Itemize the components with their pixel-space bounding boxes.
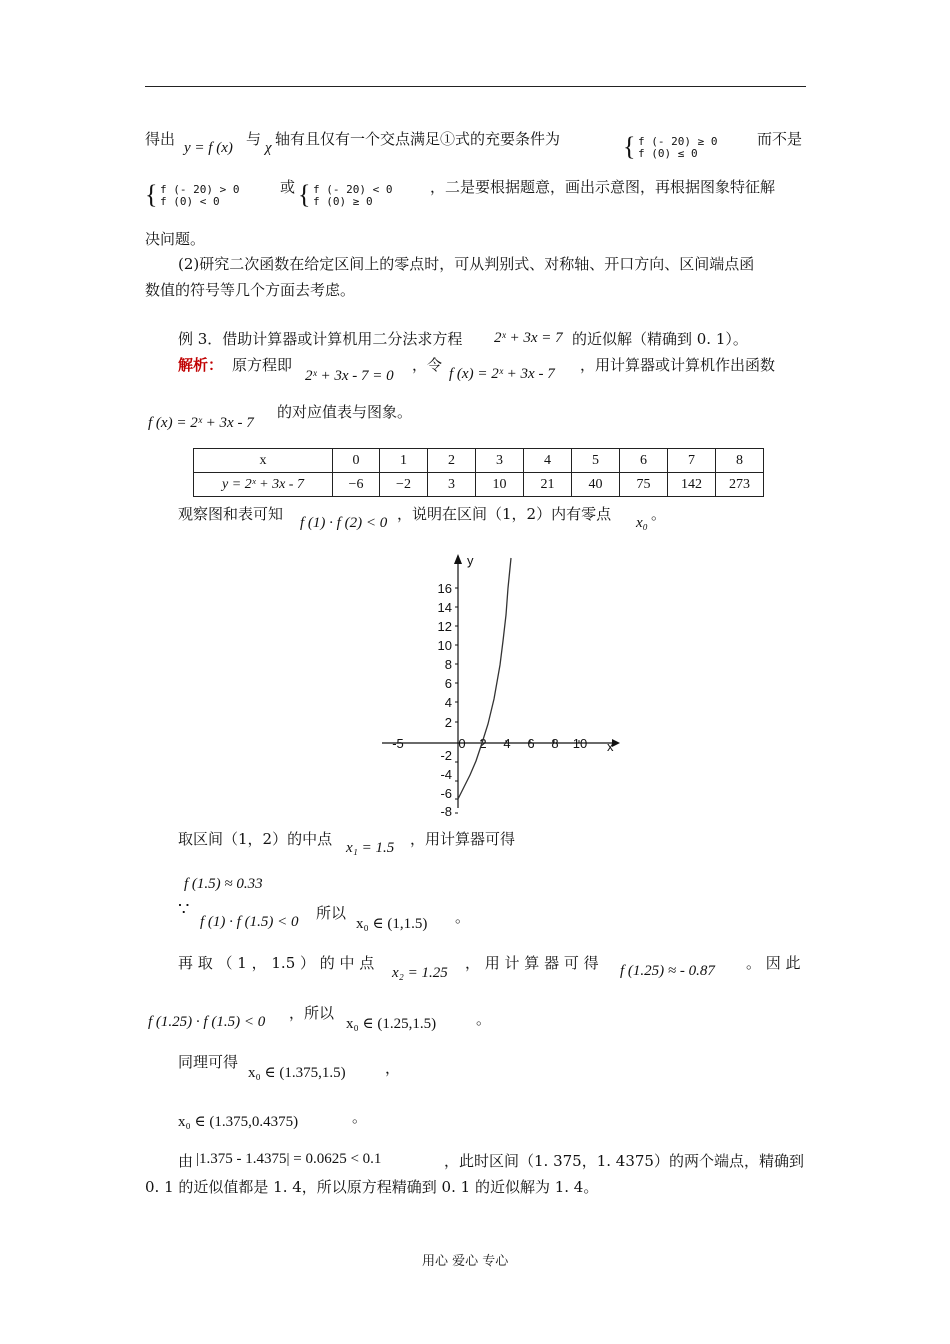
x-tick-label: 4 xyxy=(503,736,511,751)
x-tick-label: 2 xyxy=(479,736,487,751)
observe-t2: ，说明在区间（1，2）内有零点 xyxy=(397,505,612,523)
step5-b: ，所以 xyxy=(289,1004,335,1022)
p2-brace-c: { xyxy=(298,180,311,209)
function-curve xyxy=(458,558,511,799)
function-graph xyxy=(372,548,632,820)
p1-mid2: 轴有且仅有一个交点满足①式的充要条件为 xyxy=(275,130,561,148)
y-tick-label: -8 xyxy=(440,804,452,819)
step4-eq: x₂ = 1.25 xyxy=(392,965,448,981)
p1-prefix: 得出 xyxy=(145,130,176,148)
p2-line3: 决问题。 xyxy=(145,230,206,248)
page-footer: 用心 爱心 专心 xyxy=(422,1254,509,1269)
p2-cond-c2: f (0) ≥ 0 xyxy=(313,195,373,208)
table-cell: 6 xyxy=(620,449,668,473)
table-cell: 142 xyxy=(668,473,716,497)
p2-cond-b2: f (0) < 0 xyxy=(160,195,220,208)
y-tick-label: 4 xyxy=(444,695,452,710)
x-tick-label: 8 xyxy=(551,736,559,751)
x-axis-label: x xyxy=(607,739,614,754)
step6-eq: x₀ ∈ (1.375,1.5) xyxy=(248,1065,346,1081)
table-cell: 273 xyxy=(716,473,764,497)
y-tick-label: -4 xyxy=(440,767,452,782)
ex3-eq3: f (x) = 2ˣ + 3x - 7 xyxy=(449,366,555,382)
p2-cond-c1: f (- 20) < 0 xyxy=(313,183,393,196)
table-cell: 2 xyxy=(428,449,476,473)
table-cell: 1 xyxy=(380,449,428,473)
x-tick-label: 0 xyxy=(458,736,466,751)
p1-brace: { xyxy=(623,132,636,161)
ex3-t1: 原方程即 xyxy=(232,356,293,374)
ex3-eq2: 2ˣ + 3x - 7 = 0 xyxy=(305,368,394,384)
step7-eq: x₀ ∈ (1.375,0.4375) xyxy=(178,1114,299,1130)
ex3-eq4: f (x) = 2ˣ + 3x - 7 xyxy=(148,415,254,431)
x-tick-label: 6 xyxy=(527,736,535,751)
y-tick-label: 12 xyxy=(437,619,452,634)
step8-b: ，此时区间（1. 375，1. 4375）的两个端点，精确到 xyxy=(444,1152,804,1170)
step2-eq: f (1.5) ≈ 0.33 xyxy=(184,876,263,892)
solution-label: 解析： xyxy=(178,356,224,374)
table-cell: 75 xyxy=(620,473,668,497)
ex3-head-tail: 的近似解（精确到 0. 1）。 xyxy=(572,330,748,348)
y-tick-label: 14 xyxy=(437,600,452,615)
y-tick-label: 6 xyxy=(444,676,452,691)
p1-mid1: 与 xyxy=(246,130,262,148)
table-head-y: y = 2ˣ + 3x - 7 xyxy=(194,473,333,497)
p2-or: 或 xyxy=(280,178,296,196)
step5-c: x₀ ∈ (1.25,1.5) xyxy=(346,1016,437,1032)
table-cell: 21 xyxy=(524,473,572,497)
step4-b: ， 用 计 算 器 可 得 xyxy=(465,954,599,972)
p2-brace-b: { xyxy=(145,180,158,209)
p2-cond-b1: f (- 20) > 0 xyxy=(160,183,240,196)
y-axis-label: y xyxy=(467,553,474,568)
step3-eq: f (1) · f (1.5) < 0 xyxy=(200,914,299,930)
step5-eq: f (1.25) · f (1.5) < 0 xyxy=(148,1014,266,1030)
y-tick-label: 8 xyxy=(444,657,452,672)
step5-d: 。 xyxy=(476,1010,492,1028)
y-tick-label: -2 xyxy=(440,748,452,763)
ex3-equation: 2ˣ + 3x = 7 xyxy=(494,330,563,346)
table-cell: 5 xyxy=(572,449,620,473)
p1-eq-yfx: y = f (x) xyxy=(184,140,233,156)
p1-tail: 而不是 xyxy=(757,130,803,148)
p1-cond-line2: f (0) ≤ 0 xyxy=(638,147,698,160)
step4-a: 再 取 （ 1 ， 1.5 ） 的 中 点 xyxy=(178,954,375,972)
table-cell: 8 xyxy=(716,449,764,473)
observe-t3: 。 xyxy=(651,505,667,523)
step1-a: 取区间（1，2）的中点 xyxy=(178,830,333,848)
x-tick-label: -5 xyxy=(392,736,404,751)
table-cell: −6 xyxy=(333,473,380,497)
x-tick-label: 10 xyxy=(572,736,588,751)
table-head-x: x xyxy=(194,449,333,473)
step8-eq: |1.375 - 1.4375| = 0.0625 < 0.1 xyxy=(196,1151,382,1167)
step4-c: f (1.25) ≈ - 0.87 xyxy=(620,963,715,979)
table-cell: 3 xyxy=(428,473,476,497)
value-table xyxy=(193,448,764,497)
table-cell: 3 xyxy=(476,449,524,473)
y-tick-label: 10 xyxy=(437,638,452,653)
p1-chi: χ xyxy=(265,140,272,156)
table-cell: 40 xyxy=(572,473,620,497)
table-cell: −2 xyxy=(380,473,428,497)
p1-cond-line1: f (- 20) ≥ 0 xyxy=(638,135,718,148)
table-row-y xyxy=(194,473,764,497)
step3-d: 。 xyxy=(455,908,471,926)
ex3-t4: 的对应值表与图象。 xyxy=(277,403,413,421)
observe-t1: 观察图和表可知 xyxy=(178,505,284,523)
p3-line1: (2)研究二次函数在给定区间上的零点时，可从判别式、对称轴、开口方向、区间端点函 xyxy=(178,255,755,273)
step7-b: 。 xyxy=(352,1108,368,1126)
table-cell: 4 xyxy=(524,449,572,473)
step6-b: ， xyxy=(385,1059,401,1077)
y-tick-label: -6 xyxy=(440,786,452,801)
header-rule xyxy=(145,86,806,87)
step6-a: 同理可得 xyxy=(178,1053,239,1071)
step9: 0. 1 的近似值都是 1. 4，所以原方程精确到 0. 1 的近似解为 1. 4。 xyxy=(145,1178,599,1196)
because-symbol: ∵ xyxy=(178,899,190,920)
y-tick-label: 16 xyxy=(437,581,452,596)
table-cell: 7 xyxy=(668,449,716,473)
step4-d: 。 因 此 xyxy=(746,954,801,972)
table-row-x xyxy=(194,449,764,473)
table-cell: 10 xyxy=(476,473,524,497)
table-cell: 0 xyxy=(333,449,380,473)
ex3-t3: ，用计算器或计算机作出函数 xyxy=(580,356,776,374)
step1-eq: x₁ = 1.5 xyxy=(346,840,395,856)
y-tick-label: 2 xyxy=(444,715,452,730)
ex3-t2: ，令 xyxy=(412,356,443,374)
step8-a: 由 xyxy=(178,1152,194,1170)
ex3-head: 例 3．借助计算器或计算机用二分法求方程 xyxy=(178,330,463,348)
step1-b: ，用计算器可得 xyxy=(410,830,516,848)
y-axis-arrow xyxy=(454,554,462,564)
p3-line2: 数值的符号等几个方面去考虑。 xyxy=(145,281,356,299)
observe-eq: f (1) · f (2) < 0 xyxy=(300,515,388,531)
p2-rest: ，二是要根据题意，画出示意图，再根据图象特征解 xyxy=(430,178,776,196)
step3-c: x₀ ∈ (1,1.5) xyxy=(356,916,428,932)
step3-b: 所以 xyxy=(316,904,347,922)
observe-x0: x₀ xyxy=(636,515,648,531)
